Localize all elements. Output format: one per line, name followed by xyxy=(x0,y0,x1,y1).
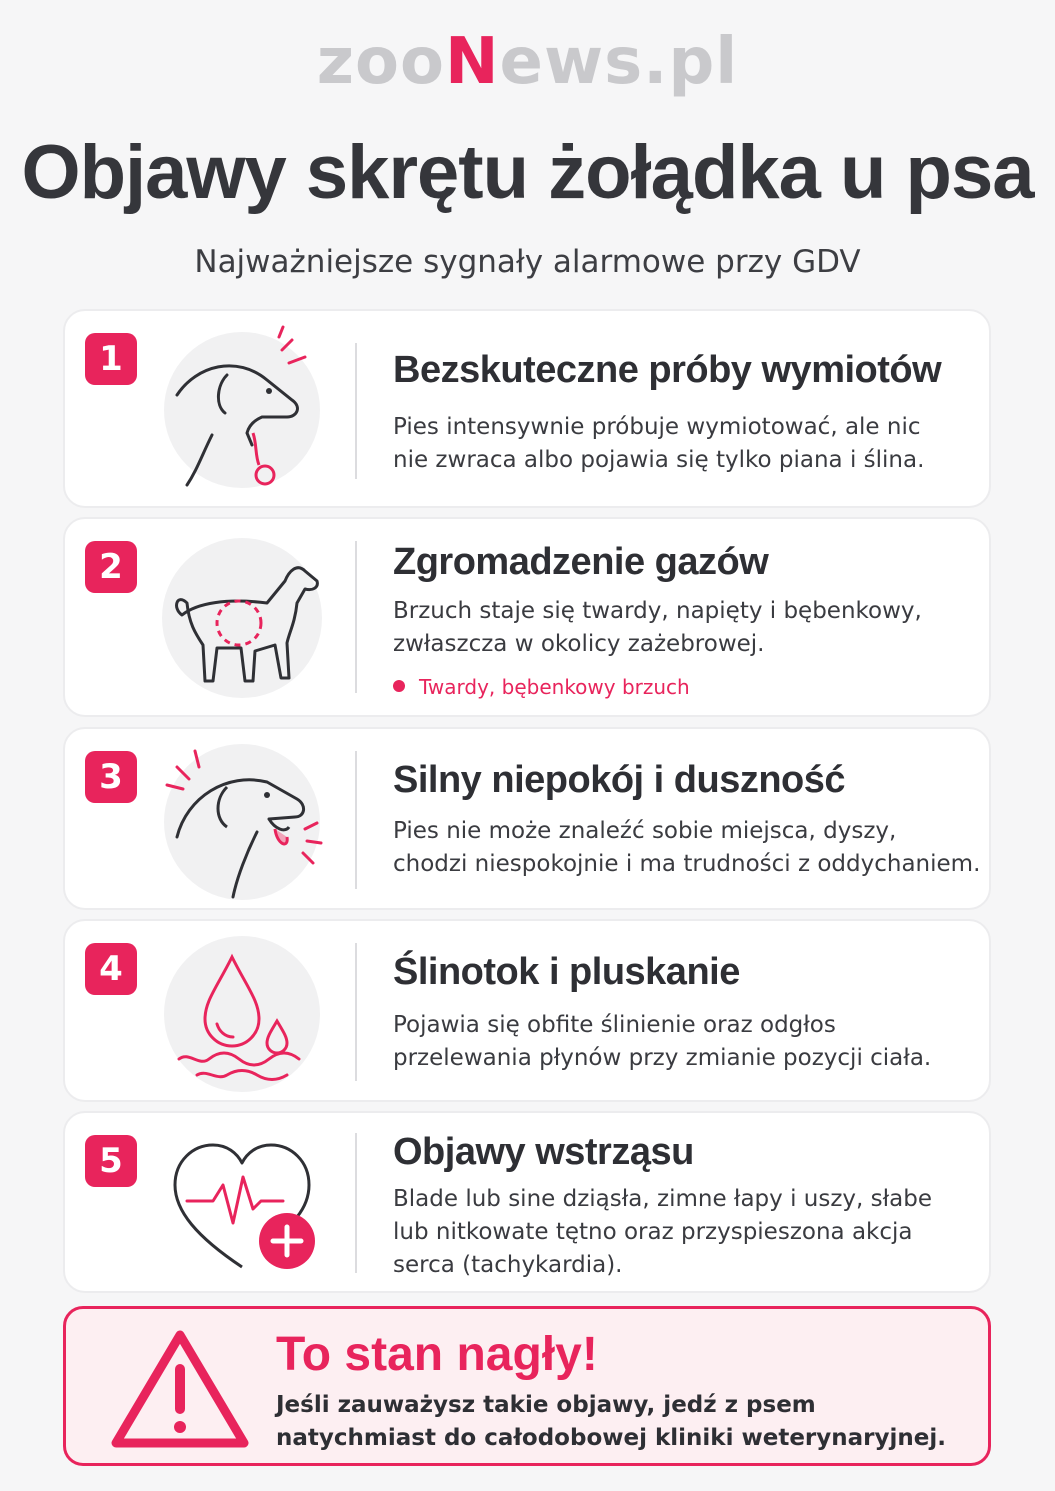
card-description xyxy=(393,1009,973,1075)
card-description-line: Pies nie może znaleźć sobie miejsca, dyszy, xyxy=(393,818,897,844)
alert-description-line: Jeśli zauważysz takie objawy, jedź z psem xyxy=(276,1392,816,1418)
logo-accent-letter: N xyxy=(444,25,500,99)
card-divider xyxy=(355,943,357,1081)
symptom-card-4 xyxy=(63,919,991,1102)
drops-icon xyxy=(157,929,327,1099)
card-description-line: serca (tachykardia). xyxy=(393,1252,623,1278)
alert-title: To stan nagły! xyxy=(276,1328,598,1381)
card-description-line: zwłaszcza w okolicy zażebrowej. xyxy=(393,631,765,657)
card-number-badge: 5 xyxy=(85,1135,137,1187)
symptom-card-1 xyxy=(63,309,991,508)
bullet-dot-icon xyxy=(393,680,405,692)
logo-text-end: ews.pl xyxy=(499,25,739,99)
card-title: Zgromadzenie gazów xyxy=(393,541,769,583)
card-description-line: chodzi niespokojnie i ma trudności z oddychaniem. xyxy=(393,851,981,877)
card-description-line: Pojawia się obfite ślinienie oraz odgłos xyxy=(393,1012,836,1038)
card-title: Silny niepokój i duszność xyxy=(393,759,846,801)
card-description xyxy=(393,815,983,881)
site-logo xyxy=(0,22,1055,102)
card-description-line: Pies intensywnie próbuje wymiotować, ale nic xyxy=(393,414,921,440)
logo-text-start: zoo xyxy=(316,25,445,99)
dog-panting-icon xyxy=(157,737,327,907)
card-number-badge: 2 xyxy=(85,541,137,593)
card-description xyxy=(393,411,973,477)
card-description-line: lub nitkowate tętno oraz przyspieszona akcja xyxy=(393,1219,913,1245)
card-number-badge: 1 xyxy=(85,333,137,385)
card-description xyxy=(393,595,973,661)
page-subtitle: Najważniejsze sygnały alarmowe przy GDV xyxy=(194,244,861,280)
symptom-card-3 xyxy=(63,727,991,910)
card-description-line: Brzuch staje się twardy, napięty i bębenkowy, xyxy=(393,598,922,624)
card-title: Objawy wstrząsu xyxy=(393,1131,694,1173)
heart-pulse-icon xyxy=(157,1119,327,1289)
card-highlight xyxy=(393,675,690,699)
card-description-line: przelewania płynów przy zmianie pozycji ciała. xyxy=(393,1045,932,1071)
page-title: Objawy skrętu żołądka u psa xyxy=(21,130,1034,215)
card-description-line: Blade lub sine dziąsła, zimne łapy i uszy, słabe xyxy=(393,1186,932,1212)
card-divider xyxy=(355,343,357,479)
card-divider xyxy=(355,1133,357,1273)
symptom-card-2 xyxy=(63,517,991,717)
card-title: Ślinotok i pluskanie xyxy=(393,951,740,993)
dog-vomiting-icon xyxy=(157,325,327,495)
alert-description-line: natychmiast do całodobowej kliniki weterynaryjnej. xyxy=(276,1425,946,1451)
card-highlight-text: Twardy, bębenkowy brzuch xyxy=(419,675,690,699)
alert-description xyxy=(276,1389,976,1455)
card-title: Bezskuteczne próby wymiotów xyxy=(393,349,942,391)
card-divider xyxy=(355,751,357,889)
emergency-alert xyxy=(63,1306,991,1466)
card-number-badge: 4 xyxy=(85,943,137,995)
card-description-line: nie zwraca albo pojawia się tylko piana i ślina. xyxy=(393,447,925,473)
symptom-card-5 xyxy=(63,1111,991,1293)
dog-bloated-belly-icon xyxy=(157,533,327,703)
warning-triangle-icon xyxy=(110,1327,250,1451)
card-description xyxy=(393,1183,973,1282)
card-divider xyxy=(355,541,357,693)
card-number-badge: 3 xyxy=(85,751,137,803)
